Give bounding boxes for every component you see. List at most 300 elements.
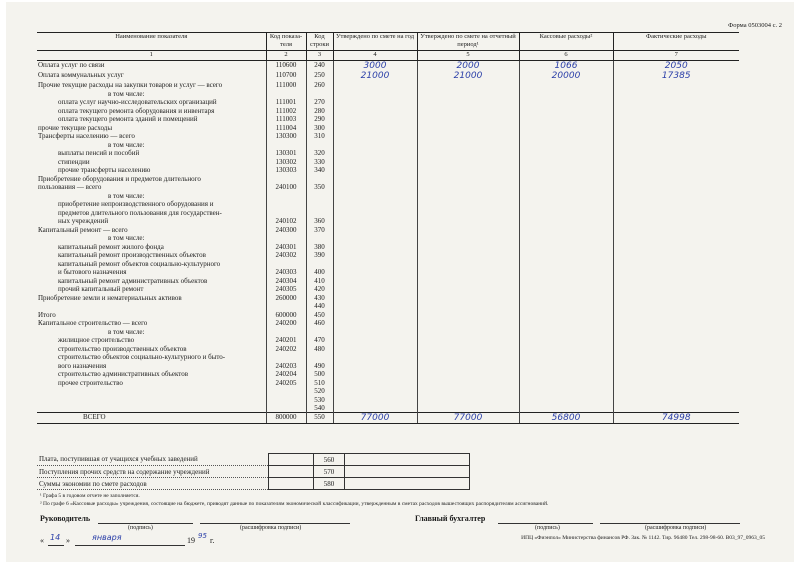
extra-row-code-ind [269, 478, 314, 490]
table-row [37, 336, 739, 345]
cash-value [519, 319, 613, 328]
total-code: 550 [306, 413, 333, 424]
approved-year-value [333, 183, 417, 192]
table-row [37, 107, 739, 116]
row-code: 460 [306, 319, 333, 328]
approved-year-value [333, 217, 417, 226]
approved-period-value: 2000 [417, 61, 519, 72]
row-code-indicator: 130302 [266, 158, 306, 167]
table-row [37, 81, 739, 90]
table-row [37, 370, 739, 379]
extra-row-code-ind [269, 466, 314, 478]
approved-period-value [417, 226, 519, 235]
extra-row-label: Плата, поступившая от учащихся учебных заведений [37, 454, 269, 466]
row-code-indicator: 111002 [266, 107, 306, 116]
actual-value [613, 311, 739, 320]
header-row [37, 33, 739, 51]
row-code-indicator: 260000 [266, 294, 306, 303]
actual-value [613, 387, 739, 396]
table-row [37, 353, 739, 362]
actual-value [613, 192, 739, 201]
actual-value [613, 90, 739, 99]
row-label-text: и бытового назначения [58, 268, 127, 276]
actual-value [613, 175, 739, 184]
row-code-indicator [266, 396, 306, 405]
approved-period-value [417, 234, 519, 243]
row-label [37, 285, 266, 294]
row-code: 450 [306, 311, 333, 320]
row-label [37, 149, 266, 158]
actual-value [613, 132, 739, 141]
cash-value [519, 285, 613, 294]
table-row [37, 277, 739, 286]
actual-value [613, 200, 739, 209]
row-code: 490 [306, 362, 333, 371]
row-code-indicator [266, 260, 306, 269]
row-code-indicator: 600000 [266, 311, 306, 320]
footnote-2: ² По графе 6 «Кассовые расходы» учреждения, состоящие на бюджете, приводят данные по показателям экономической классификации, утвержденным в сметах расходов вышестоящих распорядителям ассигнований. [40, 501, 549, 507]
approved-period-value [417, 268, 519, 277]
actual-value [613, 81, 739, 90]
row-code: 300 [306, 124, 333, 133]
row-code: 400 [306, 268, 333, 277]
approved-year-value [333, 370, 417, 379]
col-number: 7 [613, 51, 739, 61]
actual-value [613, 217, 739, 226]
approved-year-value [333, 319, 417, 328]
row-label [37, 243, 266, 252]
row-code [306, 141, 333, 150]
actual-value [613, 251, 739, 260]
row-code-indicator [266, 387, 306, 396]
chief-decode-caption: (расшифровка подписи) [645, 525, 707, 531]
row-label-text: стипендии [58, 157, 90, 166]
extra-row [37, 478, 470, 490]
cash-value [519, 234, 613, 243]
row-code: 360 [306, 217, 333, 226]
approved-period-value [417, 209, 519, 218]
actual-value [613, 115, 739, 124]
table-row [37, 396, 739, 405]
approved-year-value [333, 396, 417, 405]
row-code [306, 328, 333, 337]
cash-value [519, 81, 613, 90]
row-code-indicator: 240305 [266, 285, 306, 294]
actual-value [613, 302, 739, 311]
approved-year-value [333, 387, 417, 396]
extra-row-value [345, 466, 470, 478]
extra-row-label: Суммы экономии по смете расходов [37, 478, 269, 490]
row-label-text: капитальный ремонт производственных объектов [58, 251, 206, 259]
approved-period-value [417, 243, 519, 252]
approved-period-value [417, 200, 519, 209]
row-code: 350 [306, 183, 333, 192]
row-code-indicator: 111003 [266, 115, 306, 124]
approved-period-value [417, 379, 519, 388]
approved-period-value [417, 183, 519, 192]
row-label [37, 328, 266, 337]
row-code-indicator: 240102 [266, 217, 306, 226]
row-label-text: предметов длительного пользования для государствен- [58, 208, 222, 217]
row-code-indicator: 130303 [266, 166, 306, 175]
actual-value [613, 336, 739, 345]
total-cash: 56800 [519, 413, 613, 424]
cash-value [519, 98, 613, 107]
table-row [37, 158, 739, 167]
actual-value [613, 328, 739, 337]
row-code: 480 [306, 345, 333, 354]
table-row [37, 115, 739, 124]
row-label-text: строительство производственных объектов [58, 344, 187, 353]
actual-value [613, 404, 739, 413]
row-code: 420 [306, 285, 333, 294]
table-row [37, 379, 739, 388]
table-row [37, 319, 739, 328]
cash-value [519, 166, 613, 175]
row-code-indicator: 240204 [266, 370, 306, 379]
actual-value [613, 353, 739, 362]
table-row [37, 192, 739, 201]
actual-value [613, 379, 739, 388]
table-row [37, 217, 739, 226]
table-row [37, 132, 739, 141]
table-row [37, 98, 739, 107]
row-code-indicator [266, 234, 306, 243]
table-row [37, 90, 739, 99]
header-code-indicator: Код показа- теля [266, 33, 306, 51]
approved-period-value [417, 328, 519, 337]
actual-value [613, 98, 739, 107]
expense-table [37, 32, 739, 424]
row-code: 270 [306, 98, 333, 107]
cash-value [519, 158, 613, 167]
table-row [37, 141, 739, 150]
row-code-indicator [266, 192, 306, 201]
extra-row [37, 466, 470, 478]
row-label-text: жилищное строительство [58, 336, 135, 344]
table-row [37, 149, 739, 158]
extra-row-value [345, 478, 470, 490]
total-approved-period: 77000 [417, 413, 519, 424]
row-label [37, 115, 266, 124]
row-label [37, 370, 266, 379]
approved-year-value [333, 81, 417, 90]
approved-period-value [417, 277, 519, 286]
row-label-text: приобретение непроизводственного оборудования и [58, 200, 214, 208]
table-row [37, 226, 739, 235]
cash-value [519, 243, 613, 252]
row-label [37, 234, 266, 243]
actual-value [613, 396, 739, 405]
cash-value [519, 268, 613, 277]
row-code-indicator: 130300 [266, 132, 306, 141]
approved-period-value [417, 345, 519, 354]
cash-value [519, 379, 613, 388]
cash-value [519, 124, 613, 133]
approved-year-value [333, 90, 417, 99]
date-year-prefix: 19 [187, 536, 195, 545]
row-code-indicator [266, 90, 306, 99]
approved-period-value [417, 175, 519, 184]
row-code: 530 [306, 396, 333, 405]
cash-value [519, 353, 613, 362]
actual-value [613, 277, 739, 286]
row-label [37, 90, 266, 99]
row-label: прочие текущие расходы [38, 123, 113, 132]
approved-period-value [417, 192, 519, 201]
row-label-text: прочий капитальный ремонт [58, 285, 144, 293]
row-code-indicator [266, 404, 306, 413]
approved-year-value [333, 260, 417, 269]
row-code [306, 353, 333, 362]
row-code-indicator: 240302 [266, 251, 306, 260]
date-month-line [75, 545, 185, 546]
approved-period-value [417, 81, 519, 90]
table-row [37, 61, 739, 72]
cash-value [519, 115, 613, 124]
total-row [37, 413, 739, 424]
actual-value [613, 149, 739, 158]
row-label [37, 404, 266, 413]
actual-value [613, 158, 739, 167]
table-row [37, 183, 739, 192]
row-code-indicator [266, 353, 306, 362]
approved-period-value [417, 251, 519, 260]
row-code: 500 [306, 370, 333, 379]
approved-period-value [417, 115, 519, 124]
approved-period-value [417, 158, 519, 167]
cash-value [519, 396, 613, 405]
row-code: 250 [306, 71, 333, 81]
row-label: Приобретение оборудования и предметов длительного [38, 174, 201, 183]
row-code-indicator: 111001 [266, 98, 306, 107]
header-approved-period: Утверждено по смете на отчетный период¹ [417, 33, 519, 51]
table-row [37, 71, 739, 81]
approved-period-value [417, 260, 519, 269]
actual-value [613, 370, 739, 379]
row-label-text: строительство объектов социально-культурного и быто- [58, 353, 226, 361]
row-label-text: капитальный ремонт жилого фонда [58, 242, 164, 251]
actual-value [613, 285, 739, 294]
row-label [37, 141, 266, 150]
approved-year-value [333, 328, 417, 337]
table-row [37, 404, 739, 413]
row-label-text: оплата текущего ремонта оборудования и инвентаря [58, 106, 215, 115]
approved-period-value [417, 362, 519, 371]
row-label [37, 387, 266, 396]
row-label [37, 158, 266, 167]
row-code-indicator [266, 328, 306, 337]
cash-value [519, 141, 613, 150]
table-row [37, 234, 739, 243]
footnote-1: ¹ Графа 5 в годовом отчете не заполняется. [40, 493, 140, 499]
approved-period-value [417, 149, 519, 158]
table-row [37, 209, 739, 218]
approved-period-value [417, 166, 519, 175]
row-code: 260 [306, 81, 333, 90]
approved-year-value [333, 124, 417, 133]
cash-value: 1066 [519, 61, 613, 72]
approved-year-value [333, 251, 417, 260]
row-code-indicator: 240205 [266, 379, 306, 388]
cash-value [519, 362, 613, 371]
row-code-indicator: 111000 [266, 81, 306, 90]
table-row [37, 251, 739, 260]
approved-year-value [333, 98, 417, 107]
row-label [37, 200, 266, 209]
cash-value [519, 217, 613, 226]
row-label: Прочие текущие расходы на закупки товаров и услуг — всего [38, 81, 223, 89]
approved-year-value [333, 107, 417, 116]
row-code [306, 209, 333, 218]
table-row [37, 294, 739, 303]
approved-year-value [333, 132, 417, 141]
row-label-text: оплата услуг научно-исследовательских организаций [58, 98, 217, 106]
row-code: 320 [306, 149, 333, 158]
row-code-indicator: 110700 [266, 71, 306, 81]
row-code: 390 [306, 251, 333, 260]
row-code [306, 192, 333, 201]
approved-year-value [333, 277, 417, 286]
row-label-text: в том числе: [108, 327, 145, 336]
approved-period-value [417, 98, 519, 107]
row-code-indicator: 110600 [266, 61, 306, 72]
table-row [37, 362, 739, 371]
cash-value: 20000 [519, 71, 613, 81]
row-label [37, 345, 266, 354]
table-row [37, 200, 739, 209]
cash-value [519, 90, 613, 99]
approved-year-value [333, 353, 417, 362]
date-open-quote: « [40, 536, 44, 545]
approved-year-value [333, 345, 417, 354]
row-label [37, 268, 266, 277]
row-label [37, 98, 266, 107]
col-number: 1 [37, 51, 266, 61]
col-number: 3 [306, 51, 333, 61]
actual-value: 2050 [613, 61, 739, 72]
table-row [37, 345, 739, 354]
approved-year-value [333, 404, 417, 413]
cash-value [519, 251, 613, 260]
row-label-text: прочие трансферты населению [58, 166, 151, 174]
cash-value [519, 387, 613, 396]
row-label-text: выплаты пенсий и пособий [58, 149, 140, 157]
row-code: 510 [306, 379, 333, 388]
row-label: Оплата коммунальных услуг [38, 71, 124, 79]
row-code-indicator: 240203 [266, 362, 306, 371]
row-code: 310 [306, 132, 333, 141]
row-label [37, 260, 266, 269]
header-code-row: Код строки [306, 33, 333, 51]
row-code-indicator: 240304 [266, 277, 306, 286]
row-label [37, 192, 266, 201]
row-code [306, 260, 333, 269]
actual-value [613, 183, 739, 192]
cash-value [519, 345, 613, 354]
cash-value [519, 370, 613, 379]
row-label: Оплата услуг по связи [38, 61, 105, 69]
row-label [37, 107, 266, 116]
approved-year-value [333, 158, 417, 167]
table-row [37, 166, 739, 175]
row-code-indicator: 240303 [266, 268, 306, 277]
extra-row-code-ind [269, 454, 314, 466]
row-label [37, 336, 266, 345]
row-label-text: строительство административных объектов [58, 370, 189, 378]
header-cash: Кассовые расходы² [519, 33, 613, 51]
approved-year-value [333, 243, 417, 252]
col-number: 6 [519, 51, 613, 61]
date-day-line [48, 545, 64, 546]
approved-period-value [417, 141, 519, 150]
approved-period-value [417, 311, 519, 320]
approved-year-value [333, 226, 417, 235]
printer-info: ИПЦ «Фиэнпол» Министерства финансов РФ. Зак. № 1142. Тир. 96480 Тел. 298-98-60. В03_97_0963_05 [521, 535, 765, 541]
row-label-text: ных учреждений [58, 217, 109, 225]
total-label-text: ВСЕГО [83, 413, 106, 421]
table-row [37, 311, 739, 320]
actual-value [613, 234, 739, 243]
row-code-indicator [266, 175, 306, 184]
approved-period-value [417, 336, 519, 345]
row-label: пользования — всего [38, 183, 102, 191]
chief-decode-line [600, 523, 740, 524]
chief-accountant-label: Главный бухгалтер [415, 514, 486, 523]
head-sign-caption: (подпись) [128, 525, 153, 531]
head-decode-line [200, 523, 350, 524]
approved-year-value [333, 302, 417, 311]
actual-value: 17385 [613, 71, 739, 81]
row-label-text: в том числе: [108, 191, 145, 200]
cash-value [519, 294, 613, 303]
table-row [37, 387, 739, 396]
row-code [306, 90, 333, 99]
cash-value [519, 192, 613, 201]
row-code: 380 [306, 243, 333, 252]
approved-period-value [417, 370, 519, 379]
approved-year-value [333, 200, 417, 209]
approved-period-value [417, 404, 519, 413]
row-label [37, 209, 266, 218]
table-row [37, 175, 739, 184]
row-code-indicator [266, 141, 306, 150]
date-year-suffix: г. [210, 536, 215, 545]
row-label [37, 353, 266, 362]
date-year: 95 [198, 532, 207, 540]
approved-year-value [333, 362, 417, 371]
row-code-indicator: 240200 [266, 319, 306, 328]
cash-value [519, 107, 613, 116]
row-code-indicator [266, 302, 306, 311]
approved-period-value: 21000 [417, 71, 519, 81]
actual-value [613, 124, 739, 133]
row-code [306, 200, 333, 209]
row-code: 330 [306, 158, 333, 167]
approved-year-value [333, 166, 417, 175]
table-row [37, 124, 739, 133]
row-label-text: в том числе: [108, 140, 145, 149]
table-row [37, 328, 739, 337]
header-approved-year: Утверждено по смете на год [333, 33, 417, 51]
row-label [37, 396, 266, 405]
approved-year-value [333, 115, 417, 124]
header-actual: Фактические расходы [613, 33, 739, 51]
row-label: Приобретение земли и нематериальных активов [38, 293, 182, 302]
form-number: Форма 0503004 с. 2 [728, 22, 782, 29]
approved-year-value [333, 234, 417, 243]
row-code-indicator: 240301 [266, 243, 306, 252]
